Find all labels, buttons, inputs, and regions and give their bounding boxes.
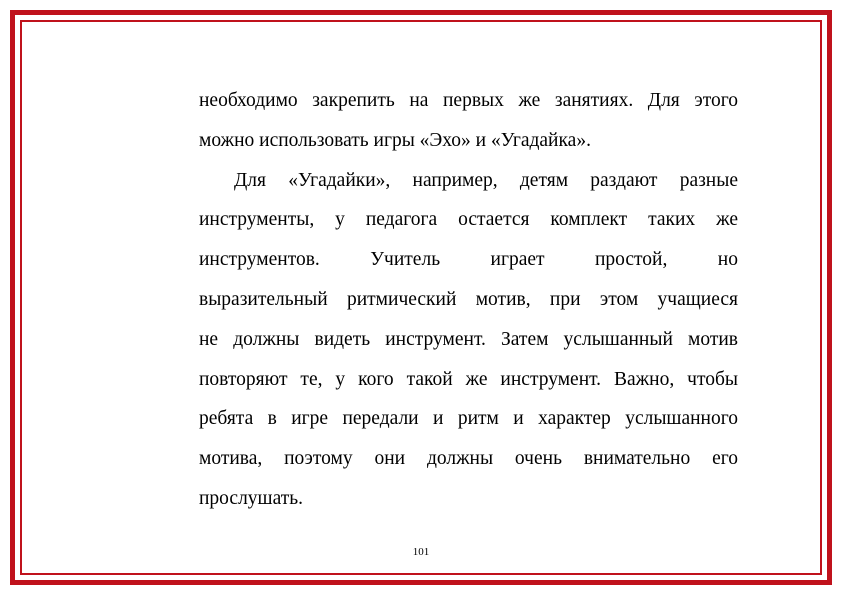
body-text (199, 81, 738, 519)
text-line-9: ребята в игре передали и ритм и характер услышанного (199, 408, 738, 430)
text-line-7: не должны видеть инструмент. Затем услышанный мотив (199, 328, 738, 350)
text-line-6: выразительный ритмический мотив, при этом учащиеся (199, 288, 738, 310)
page-number: 101 (412, 546, 430, 558)
text-line-3: Для «Угадайки», например, детям раздают разные (234, 169, 738, 191)
text-line-2: можно использовать игры «Эхо» и «Угадайка». (199, 129, 591, 151)
text-line-8: повторяют те, у кого такой же инструмент. Важно, чтобы (199, 368, 738, 390)
text-line-1: необходимо закрепить на первых же занятиях. Для этого (199, 90, 738, 111)
text-line-4: инструменты, у педагога остается комплект таких же (199, 209, 738, 231)
text-line-11: прослушать. (199, 487, 304, 509)
text-line-5: инструментов. Учитель играет простой, но (199, 249, 738, 271)
text-line-10: мотива, поэтому они должны очень внимательно его (199, 448, 738, 470)
